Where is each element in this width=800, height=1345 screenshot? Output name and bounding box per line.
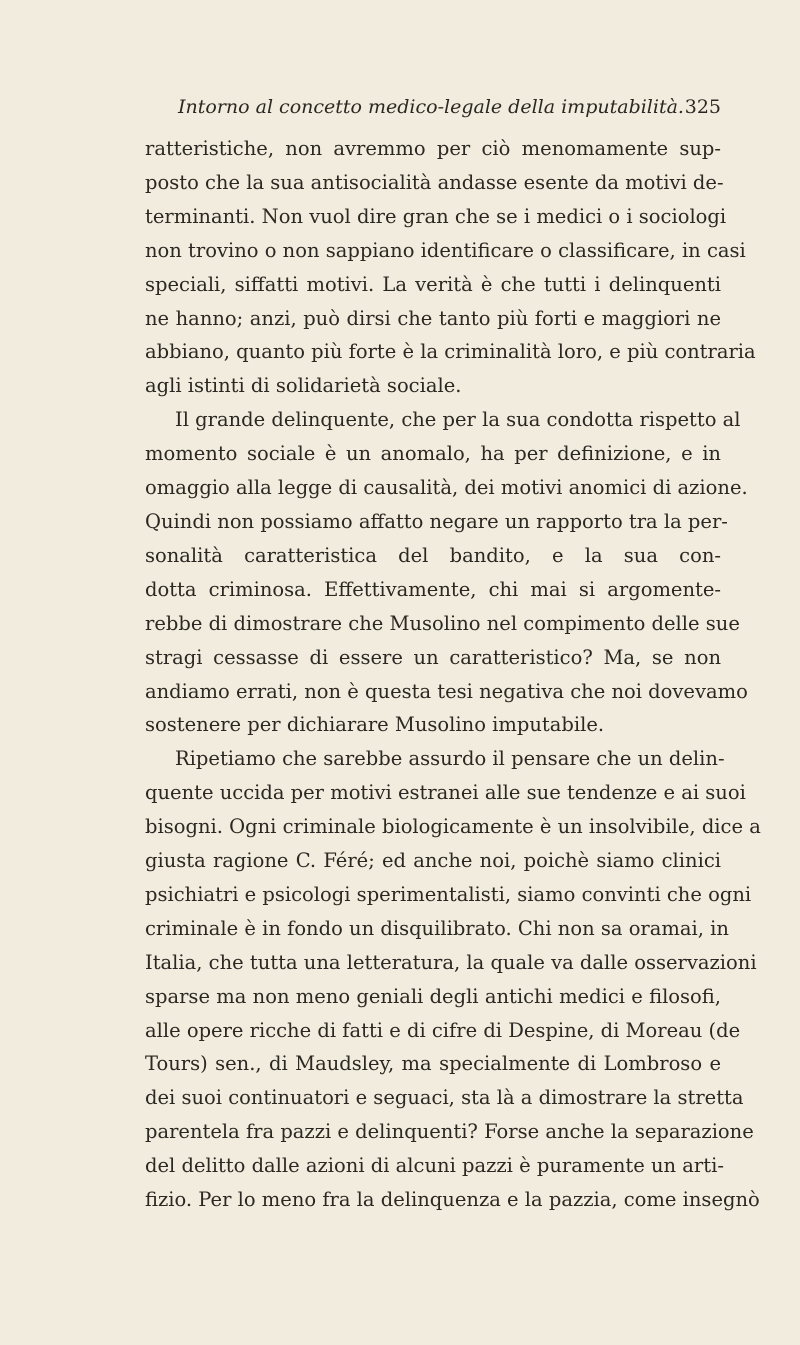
text-line: Tours) sen., di Maudsley, ma specialmente di Lombroso e — [145, 1052, 721, 1076]
text-line: criminale è in fondo un disquilibrato. Chi non sa oramai, in — [145, 916, 729, 940]
text-line: terminanti. Non vuol dire gran che se i medici o i sociologi — [145, 204, 727, 228]
text-line: sparse ma non meno geniali degli antichi medici e filosofi, — [145, 984, 721, 1008]
text-line: Italia, che tutta una letteratura, la quale va dalle osservazioni — [145, 950, 757, 974]
text-line: quente uccida per motivi estranei alle sue tendenze e ai suoi — [145, 781, 746, 805]
text-line: Ripetiamo che sarebbe assurdo il pensare che un delin- — [175, 747, 725, 771]
text-line: parentela fra pazzi e delinquenti? Forse anche la separazione — [145, 1120, 754, 1144]
text-line: bisogni. Ogni criminale biologicamente è un insolvibile, dice a — [145, 815, 761, 839]
page-number: 325 — [684, 96, 721, 118]
text-line: agli istinti di solidarietà sociale. — [145, 374, 462, 398]
text-line: dotta criminosa. Effettivamente, chi mai si argomente- — [145, 577, 721, 601]
text-line: posto che la sua antisocialità andasse esente da motivi de- — [145, 170, 724, 194]
body-text — [145, 132, 761, 1217]
text-line: dei suoi continuatori e seguaci, sta là a dimostrare la stretta — [145, 1086, 744, 1110]
text-line: psichiatri e psicologi sperimentalisti, siamo convinti che ogni — [145, 882, 752, 906]
text-line: speciali, siffatti motivi. La verità è che tutti i delinquenti — [145, 272, 721, 296]
text-line: Quindi non possiamo affatto negare un rapporto tra la per- — [145, 509, 728, 533]
text-line: rebbe di dimostrare che Musolino nel compimento delle sue — [145, 611, 740, 635]
text-line: giusta ragione C. Féré; ed anche noi, poichè siamo clinici — [145, 849, 721, 873]
text-line: omaggio alla legge di causalità, dei motivi anomici di azione. — [145, 476, 748, 500]
running-head — [145, 96, 721, 118]
text-line: stragi cessasse di essere un caratteristico? Ma, se non — [145, 645, 721, 669]
text-line: Il grande delinquente, che per la sua condotta rispetto al — [175, 408, 741, 432]
text-line: momento sociale è un anomalo, ha per definizione, e in — [145, 442, 721, 466]
text-line: del delitto dalle azioni di alcuni pazzi è puramente un arti- — [145, 1154, 724, 1178]
text-line: abbiano, quanto più forte è la criminalità loro, e più contraria — [145, 340, 756, 364]
text-line: sostenere per dichiarare Musolino imputabile. — [145, 713, 605, 737]
text-line: fizio. Per lo meno fra la delinquenza e la pazzia, come insegnò — [145, 1188, 760, 1212]
text-line: sonalità caratteristica del bandito, e la sua con- — [145, 543, 721, 567]
text-line: non trovino o non sappiano identificare o classificare, in casi — [145, 238, 746, 262]
text-line: ratteristiche, non avremmo per ciò menomamente sup- — [145, 137, 721, 160]
text-line: andiamo errati, non è questa tesi negativa che noi dovevamo — [145, 679, 748, 703]
text-line: ne hanno; anzi, può dirsi che tanto più forti e maggiori ne — [145, 306, 721, 330]
running-title: Intorno al concetto medico-legale della imputabilità. — [178, 96, 684, 118]
text-line: alle opere ricche di fatti e di cifre di Despine, di Moreau (de — [145, 1018, 741, 1042]
